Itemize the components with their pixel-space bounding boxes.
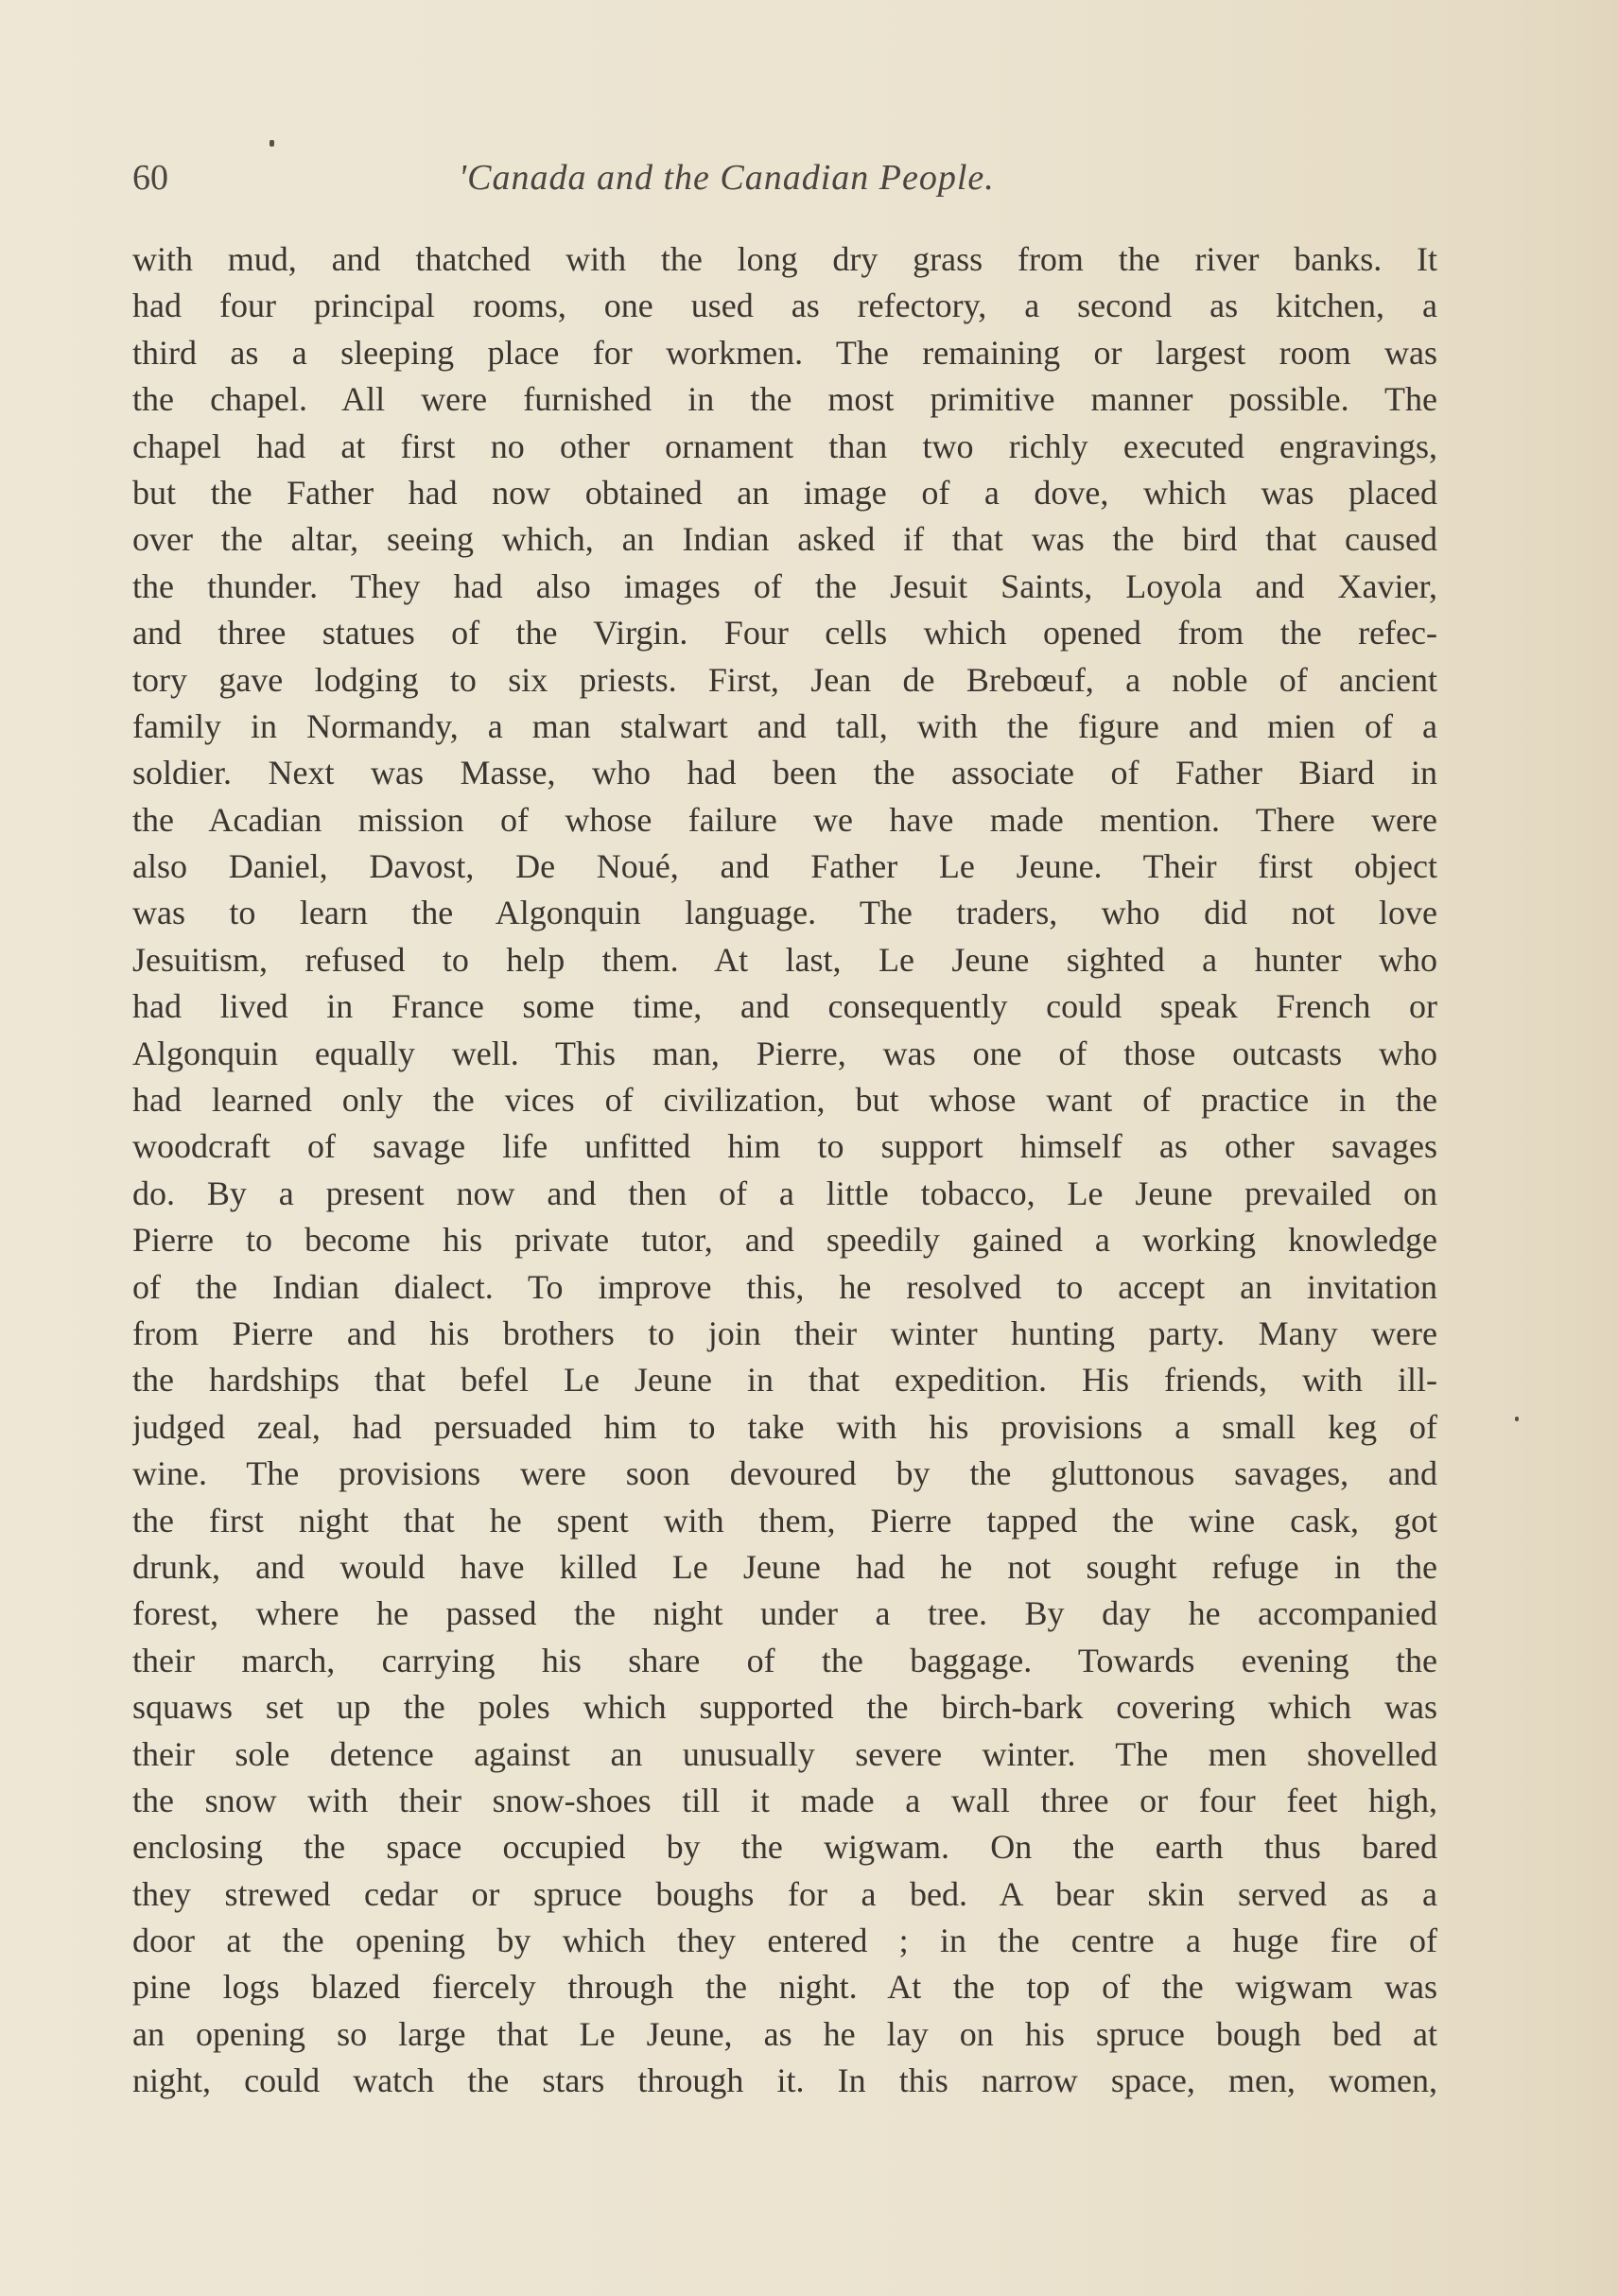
text-line: had lived in France some time, and consequently could speak French or [132,987,1437,1026]
text-line: soldier. Next was Masse, who had been the associate of Father Biard in [132,754,1437,792]
text-line: family in Normandy, a man stalwart and tall, with the figure and mien of a [132,706,1437,745]
text-line: judged zeal, had persuaded him to take with his provisions a small keg of [132,1407,1437,1446]
ink-speck [1515,1417,1519,1421]
text-line: the thunder. They had also images of the Jesuit Saints, Loyola and Xavier, [132,566,1437,605]
text-line: Jesuitism, refused to help them. At last, Le Jeune sighted a hunter who [132,940,1437,979]
text-line: also Daniel, Davost, De Noué, and Father Le Jeune. Their first object [132,847,1437,886]
text-line: drunk, and would have killed Le Jeune had he not sought refuge in the [132,1547,1437,1586]
text-line: pine logs blazed fiercely through the night. At the top of the wigwam was [132,1968,1437,2007]
text-line: night, could watch the stars through it. In this narrow space, men, women, [132,2061,1437,2100]
text-line: enclosing the space occupied by the wigwam. On the earth thus bared [132,1828,1437,1867]
page-number: 60 [132,158,168,198]
text-line: tory gave lodging to six priests. First, Jean de Brebœuf, a noble of ancient [132,660,1437,699]
text-line: their sole detence against an unusually severe winter. The men shovelled [132,1734,1437,1773]
text-line: and three statues of the Virgin. Four cells which opened from the refec- [132,614,1437,652]
text-line: third as a sleeping place for workmen. The remaining or largest room was [132,333,1437,372]
ink-speck [270,140,274,147]
text-line: with mud, and thatched with the long dry grass from the river banks. It [132,240,1437,278]
text-line: the first night that he spent with them, Pierre tapped the wine cask, got [132,1501,1437,1539]
text-line: the snow with their snow-shoes till it made a wall three or four feet high, [132,1781,1437,1819]
text-line: Pierre to become his private tutor, and speedily gained a working knowledge [132,1221,1437,1260]
text-line: the hardships that befel Le Jeune in that expedition. His friends, with ill- [132,1361,1437,1400]
text-line: over the altar, seeing which, an Indian asked if that was the bird that caused [132,520,1437,559]
text-line: the chapel. All were furnished in the most primitive manner possible. The [132,380,1437,419]
text-line: from Pierre and his brothers to join their winter hunting party. Many were [132,1313,1437,1352]
running-title: 'Canada and the Canadian People. [459,158,995,198]
text-line: forest, where he passed the night under a tree. By day he accompanied [132,1594,1437,1633]
text-line: their march, carrying his share of the baggage. Towards evening the [132,1641,1437,1679]
text-line: was to learn the Algonquin language. The traders, who did not love [132,894,1437,932]
text-line: do. By a present now and then of a little tobacco, Le Jeune prevailed on [132,1174,1437,1212]
text-line: door at the opening by which they entered ; in the centre a huge fire of [132,1922,1437,1960]
text-line: had four principal rooms, one used as refectory, a second as kitchen, a [132,287,1437,325]
text-line: the Acadian mission of whose failure we have made mention. There were [132,800,1437,839]
text-line: an opening so large that Le Jeune, as he lay on his spruce bough bed at [132,2014,1437,2053]
text-line: but the Father had now obtained an image of a dove, which was placed [132,473,1437,512]
text-line: had learned only the vices of civilization, but whose want of practice in the [132,1081,1437,1120]
text-line: Algonquin equally well. This man, Pierre, was one of those outcasts who [132,1034,1437,1072]
text-line: wine. The provisions were soon devoured by the gluttonous savages, and [132,1454,1437,1493]
text-line: woodcraft of savage life unfitted him to support himself as other savages [132,1127,1437,1166]
running-head [132,151,1456,208]
text-line: of the Indian dialect. To improve this, he resolved to accept an invitation [132,1267,1437,1306]
text-line: they strewed cedar or spruce boughs for a bed. A bear skin served as a [132,1874,1437,1913]
text-line: squaws set up the poles which supported the birch-bark covering which was [132,1688,1437,1727]
text-line: chapel had at first no other ornament than two richly executed engravings, [132,426,1437,465]
body-text [132,236,1437,2105]
